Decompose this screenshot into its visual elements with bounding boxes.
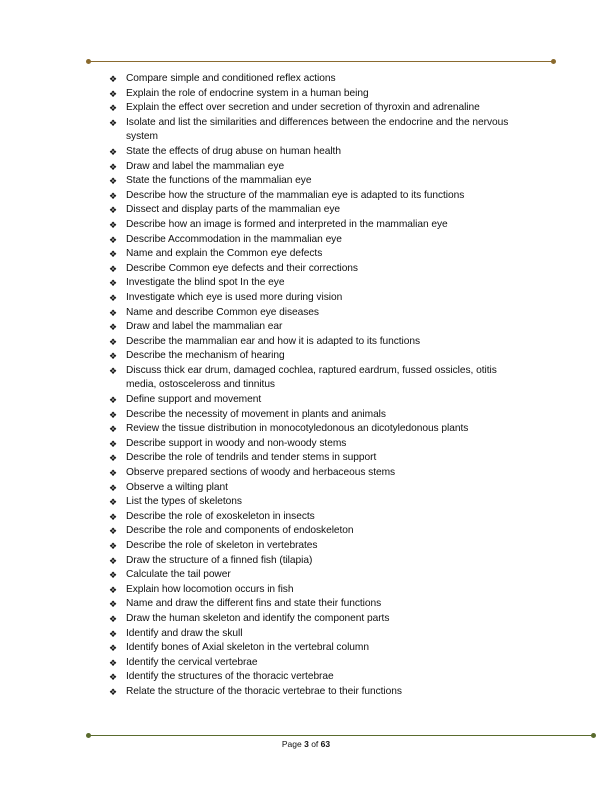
objective-text: Identify and draw the skull <box>126 627 243 639</box>
objective-item <box>107 539 527 554</box>
objective-item <box>107 510 527 525</box>
diamond-bullet-icon: ❖ <box>109 657 118 668</box>
objective-text: Discuss thick ear drum, damaged cochlea, raptured eardrum, fussed ossicles, otitis media, ostosceleross and tinnitus <box>126 364 497 391</box>
of-word: of <box>311 739 319 749</box>
objective-text: Explain the role of endocrine system in a human being <box>126 87 369 99</box>
diamond-bullet-icon: ❖ <box>109 161 118 172</box>
objectives-list <box>107 72 527 700</box>
diamond-bullet-icon: ❖ <box>109 103 118 114</box>
diamond-bullet-icon: ❖ <box>109 570 118 581</box>
diamond-bullet-icon: ❖ <box>109 643 118 654</box>
header-rule <box>88 61 554 62</box>
objective-item <box>107 641 527 656</box>
objective-text: Identify the structures of the thoracic vertebrae <box>126 671 334 683</box>
diamond-bullet-icon: ❖ <box>109 672 118 683</box>
header-rule-left-dot <box>86 59 91 64</box>
diamond-bullet-icon: ❖ <box>109 292 118 303</box>
objective-text: Name and draw the different fins and state their functions <box>126 598 382 610</box>
objective-item <box>107 670 527 685</box>
objective-item <box>107 364 527 393</box>
header-rule-right-dot <box>551 59 556 64</box>
objective-item <box>107 247 527 262</box>
diamond-bullet-icon: ❖ <box>109 686 118 697</box>
diamond-bullet-icon: ❖ <box>109 365 118 376</box>
objective-item <box>107 656 527 671</box>
objective-item <box>107 174 527 189</box>
objective-text: Identify bones of Axial skeleton in the vertebral column <box>126 642 369 654</box>
diamond-bullet-icon: ❖ <box>109 613 118 624</box>
objective-item <box>107 262 527 277</box>
objective-item <box>107 495 527 510</box>
diamond-bullet-icon: ❖ <box>109 468 118 479</box>
objective-item <box>107 203 527 218</box>
objective-item <box>107 276 527 291</box>
objective-text: Describe the role of exoskeleton in insects <box>126 510 315 522</box>
diamond-bullet-icon: ❖ <box>109 526 118 537</box>
diamond-bullet-icon: ❖ <box>109 322 118 333</box>
objective-text: Compare simple and conditioned reflex actions <box>126 73 336 84</box>
objective-text: Review the tissue distribution in monocotyledonous an dicotyledonous plants <box>126 423 469 435</box>
diamond-bullet-icon: ❖ <box>109 176 118 187</box>
objective-text: Describe the role and components of endoskeleton <box>126 525 354 537</box>
objective-text: List the types of skeletons <box>126 496 242 508</box>
diamond-bullet-icon: ❖ <box>109 263 118 274</box>
objective-text: Describe the mammalian ear and how it is adapted to its functions <box>126 335 421 347</box>
objective-text: Describe the role of tendrils and tender stems in support <box>126 452 377 464</box>
objective-item <box>107 685 527 700</box>
objective-item <box>107 87 527 102</box>
objective-text: Describe the role of skeleton in vertebrates <box>126 540 318 551</box>
diamond-bullet-icon: ❖ <box>109 453 118 464</box>
objective-text: Investigate which eye is used more during vision <box>126 291 343 303</box>
diamond-bullet-icon: ❖ <box>109 219 118 230</box>
diamond-bullet-icon: ❖ <box>109 511 118 522</box>
objective-text: Draw the structure of a finned fish (tilapia) <box>126 554 313 566</box>
diamond-bullet-icon: ❖ <box>109 497 118 508</box>
objective-item <box>107 101 527 116</box>
diamond-bullet-icon: ❖ <box>109 395 118 406</box>
diamond-bullet-icon: ❖ <box>109 628 118 639</box>
diamond-bullet-icon: ❖ <box>109 205 118 216</box>
objective-text: Describe the necessity of movement in plants and animals <box>126 408 386 420</box>
diamond-bullet-icon: ❖ <box>109 438 118 449</box>
objective-text: Draw the human skeleton and identify the component parts <box>126 612 390 624</box>
objective-text: Draw and label the mammalian ear <box>126 321 283 333</box>
objective-text: Describe how an image is formed and interpreted in the mammalian eye <box>126 218 448 230</box>
objective-item <box>107 335 527 350</box>
objective-item <box>107 393 527 408</box>
objective-text: Name and describe Common eye diseases <box>126 306 319 318</box>
diamond-bullet-icon: ❖ <box>109 541 118 551</box>
objective-text: Investigate the blind spot In the eye <box>126 277 285 289</box>
diamond-bullet-icon: ❖ <box>109 249 118 260</box>
objective-text: Describe Accommodation in the mammalian eye <box>126 233 342 245</box>
objective-text: Name and explain the Common eye defects <box>126 248 323 260</box>
objective-text: Isolate and list the similarities and differences between the endocrine and the nervous system <box>126 116 509 143</box>
diamond-bullet-icon: ❖ <box>109 409 118 420</box>
total-pages-number: 63 <box>320 739 331 749</box>
objective-text: Identify the cervical vertebrae <box>126 656 258 668</box>
diamond-bullet-icon: ❖ <box>109 307 118 318</box>
diamond-bullet-icon: ❖ <box>109 584 118 595</box>
objective-item <box>107 408 527 423</box>
objective-text: Observe prepared sections of woody and herbaceous stems <box>126 467 396 479</box>
page-footer <box>0 738 612 750</box>
diamond-bullet-icon: ❖ <box>109 74 118 84</box>
objective-text: Define support and movement <box>126 394 262 406</box>
objective-item <box>107 597 527 612</box>
objective-item <box>107 189 527 204</box>
objective-text: Observe a wilting plant <box>126 481 228 493</box>
diamond-bullet-icon: ❖ <box>109 234 118 245</box>
footer-rule <box>88 735 594 736</box>
objective-item <box>107 612 527 627</box>
objective-text: Draw and label the mammalian eye <box>126 160 285 172</box>
objective-item <box>107 349 527 364</box>
diamond-bullet-icon: ❖ <box>109 88 118 99</box>
objective-item <box>107 116 527 145</box>
objective-item <box>107 568 527 583</box>
page-word: Page <box>281 739 302 749</box>
objective-text: State the effects of drug abuse on human health <box>126 145 341 157</box>
objective-item <box>107 466 527 481</box>
footer-rule-right-dot <box>591 733 596 738</box>
objective-text: Dissect and display parts of the mammalian eye <box>126 204 341 216</box>
diamond-bullet-icon: ❖ <box>109 599 118 610</box>
objective-text: Relate the structure of the thoracic vertebrae to their functions <box>126 685 402 697</box>
diamond-bullet-icon: ❖ <box>109 146 118 157</box>
current-page-number: 3 <box>304 739 309 749</box>
objective-text: Explain the effect over secretion and under secretion of thyroxin and adrenaline <box>126 102 480 114</box>
objective-item <box>107 291 527 306</box>
objective-item <box>107 306 527 321</box>
objective-item <box>107 481 527 496</box>
objective-item <box>107 451 527 466</box>
objective-item <box>107 160 527 175</box>
diamond-bullet-icon: ❖ <box>109 482 118 493</box>
objective-text: Calculate the tail power <box>126 569 231 581</box>
objective-text: State the functions of the mammalian eye <box>126 175 312 187</box>
objective-item <box>107 320 527 335</box>
footer-rule-left-dot <box>86 733 91 738</box>
objective-text: Describe Common eye defects and their corrections <box>126 262 358 274</box>
diamond-bullet-icon: ❖ <box>109 190 118 201</box>
diamond-bullet-icon: ❖ <box>109 424 118 435</box>
objective-item <box>107 218 527 233</box>
objective-item <box>107 145 527 160</box>
objective-text: Describe how the structure of the mammalian eye is adapted to its functions <box>126 189 465 201</box>
diamond-bullet-icon: ❖ <box>109 117 118 128</box>
objective-item <box>107 233 527 248</box>
objective-text: Describe support in woody and non-woody stems <box>126 437 347 449</box>
objective-text: Describe the mechanism of hearing <box>126 350 285 362</box>
diamond-bullet-icon: ❖ <box>109 351 118 362</box>
diamond-bullet-icon: ❖ <box>109 555 118 566</box>
objective-item <box>107 627 527 642</box>
objective-item <box>107 554 527 569</box>
objective-item <box>107 72 527 87</box>
objectives-content <box>107 72 527 700</box>
diamond-bullet-icon: ❖ <box>109 336 118 347</box>
objective-item <box>107 583 527 598</box>
objective-item <box>107 422 527 437</box>
objective-item <box>107 524 527 539</box>
diamond-bullet-icon: ❖ <box>109 278 118 289</box>
objective-item <box>107 437 527 452</box>
objective-text: Explain how locomotion occurs in fish <box>126 583 294 595</box>
